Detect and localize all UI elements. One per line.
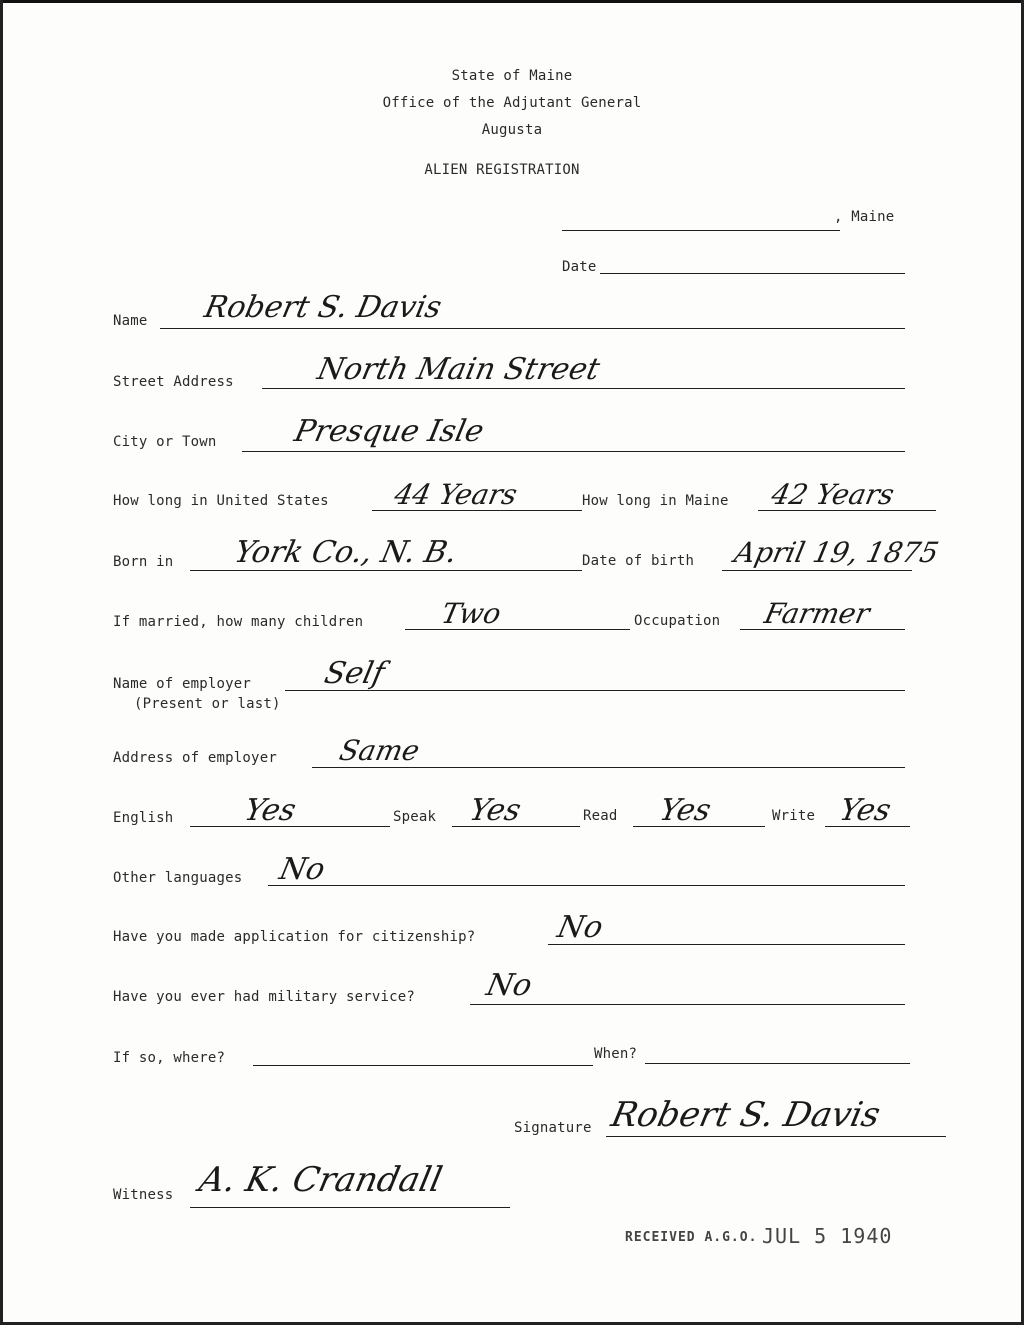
how-long-us-label: How long in United States bbox=[113, 493, 329, 509]
signature-label: Signature bbox=[514, 1120, 592, 1136]
scan-border-top bbox=[0, 0, 1024, 3]
name-value: Robert S. Davis bbox=[201, 290, 445, 325]
occupation-value: Farmer bbox=[761, 597, 873, 630]
name-field-line[interactable] bbox=[160, 328, 905, 329]
where-label: If so, where? bbox=[113, 1050, 226, 1066]
header-city: Augusta bbox=[481, 122, 543, 138]
date-label: Date bbox=[562, 259, 597, 275]
received-stamp-date: JUL 5 1940 bbox=[762, 1224, 893, 1248]
place-suffix: , Maine bbox=[834, 209, 895, 225]
when-field-line[interactable] bbox=[645, 1063, 910, 1064]
speak-value: Yes bbox=[466, 793, 525, 828]
signature-field-line[interactable] bbox=[606, 1136, 946, 1137]
write-label: Write bbox=[772, 808, 816, 824]
children-label: If married, how many children bbox=[113, 614, 364, 630]
date-of-birth-label: Date of birth bbox=[582, 553, 695, 569]
signature-value: Robert S. Davis bbox=[607, 1095, 884, 1135]
header-office: Office of the Adjutant General bbox=[382, 95, 642, 111]
received-stamp-prefix: RECEIVED A.G.O. bbox=[625, 1230, 758, 1245]
other-languages-label: Other languages bbox=[113, 870, 243, 886]
street-address-label: Street Address bbox=[113, 374, 234, 390]
citizenship-value: No bbox=[554, 910, 607, 945]
english-label: English bbox=[113, 810, 174, 826]
speak-label: Speak bbox=[393, 809, 437, 825]
where-field-line[interactable] bbox=[253, 1065, 593, 1066]
date-of-birth-field-line[interactable] bbox=[722, 570, 912, 571]
employer-value: Self bbox=[321, 656, 388, 691]
military-field-line[interactable] bbox=[470, 1004, 905, 1005]
read-value: Yes bbox=[656, 793, 715, 828]
city-field-line[interactable] bbox=[242, 451, 905, 452]
how-long-maine-label: How long in Maine bbox=[582, 493, 729, 509]
street-address-value: North Main Street bbox=[314, 352, 603, 387]
city-label: City or Town bbox=[113, 434, 217, 450]
employer-address-field-line[interactable] bbox=[312, 767, 905, 768]
city-value: Presque Isle bbox=[291, 414, 487, 449]
employer-sublabel: (Present or last) bbox=[134, 696, 281, 712]
children-value: Two bbox=[438, 597, 505, 630]
employer-address-label: Address of employer bbox=[113, 750, 277, 766]
born-in-field-line[interactable] bbox=[190, 570, 582, 571]
header-state: State of Maine bbox=[451, 68, 573, 84]
employer-address-value: Same bbox=[336, 734, 423, 767]
street-address-field-line[interactable] bbox=[262, 388, 905, 389]
citizenship-label: Have you made application for citizenship? bbox=[113, 929, 476, 945]
form-title: ALIEN REGISTRATION bbox=[424, 162, 580, 178]
name-label: Name bbox=[113, 313, 148, 329]
born-in-value: York Co., N. B. bbox=[231, 535, 461, 570]
citizenship-field-line[interactable] bbox=[548, 944, 905, 945]
place-field-line[interactable] bbox=[562, 230, 840, 231]
witness-value: A. K. Crandall bbox=[195, 1160, 446, 1200]
occupation-label: Occupation bbox=[634, 613, 721, 629]
witness-label: Witness bbox=[113, 1187, 174, 1203]
date-of-birth-value: April 19, 1875 bbox=[731, 536, 942, 569]
military-value: No bbox=[483, 968, 536, 1003]
how-long-us-value: 44 Years bbox=[391, 478, 521, 511]
how-long-maine-value: 42 Years bbox=[768, 478, 898, 511]
other-languages-field-line[interactable] bbox=[268, 885, 905, 886]
english-value: Yes bbox=[241, 793, 300, 828]
date-field-line[interactable] bbox=[600, 273, 905, 274]
scan-border-left bbox=[0, 0, 3, 1325]
other-languages-value: No bbox=[276, 852, 329, 887]
write-value: Yes bbox=[836, 793, 895, 828]
read-label: Read bbox=[583, 808, 618, 824]
born-in-label: Born in bbox=[113, 554, 174, 570]
witness-field-line[interactable] bbox=[190, 1207, 510, 1208]
when-label: When? bbox=[594, 1046, 638, 1062]
military-label: Have you ever had military service? bbox=[113, 989, 416, 1005]
employer-label: Name of employer bbox=[113, 676, 252, 692]
